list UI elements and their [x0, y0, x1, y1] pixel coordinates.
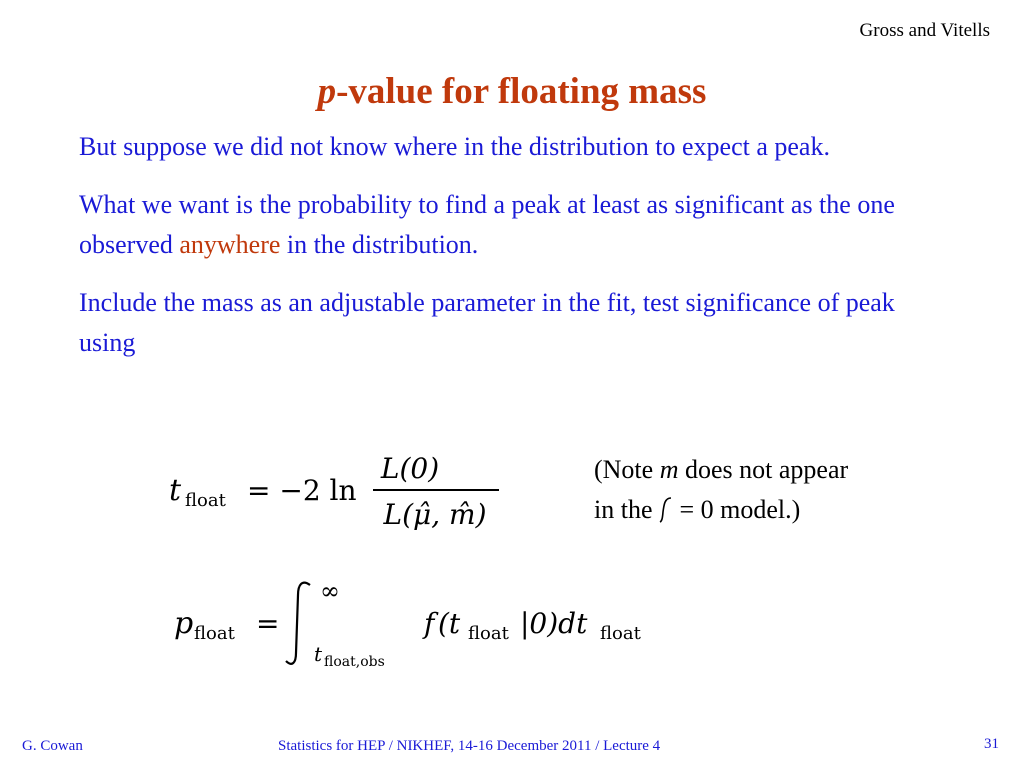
integrand-sub-2: float	[600, 623, 641, 644]
paragraph-2	[79, 185, 949, 265]
numerator: L(0)	[380, 452, 440, 485]
body-text	[79, 127, 949, 381]
denominator: L(μ̂, m̂)	[383, 498, 487, 531]
emphasis-anywhere: anywhere	[179, 230, 281, 259]
note	[594, 450, 848, 530]
equals-minus-two-ln: = −2 ln	[247, 474, 357, 507]
lower-limit-sub: float,obs	[324, 654, 385, 670]
equals: =	[256, 607, 280, 640]
page-number: 31	[984, 736, 999, 752]
integrand-f: f	[424, 607, 435, 640]
note-m: m	[659, 455, 679, 484]
t-float-sub: float	[185, 490, 226, 511]
mu-symbol-icon	[659, 496, 673, 524]
p-float-sub: float	[194, 623, 235, 644]
note-line-1: (Note m does not appear	[594, 455, 849, 484]
attribution: Gross and Vitells	[859, 20, 990, 41]
integrand-sub: float	[468, 623, 509, 644]
t-float-var: t	[169, 473, 182, 508]
upper-limit: ∞	[320, 577, 340, 605]
note-line-2: in the = 0 model.)	[594, 495, 801, 524]
paragraph-1: But suppose we did not know where in the distribution to expect a peak.	[79, 132, 830, 161]
lower-limit-var: t	[314, 642, 323, 666]
title-rest: -value for floating mass	[336, 71, 707, 112]
integrand-cond: |0)dt	[520, 607, 588, 640]
footer-course: Statistics for HEP / NIKHEF, 14-16 December 2011 / Lecture 4	[278, 738, 661, 754]
integral-sign-icon	[286, 583, 310, 664]
formula-t-float	[165, 440, 515, 540]
title-p: p	[317, 71, 337, 112]
p-float-var: p	[174, 606, 194, 641]
formula-p-float	[170, 575, 670, 675]
paragraph-3: Include the mass as an adjustable parameter in the fit, test significance of peak using	[79, 288, 895, 357]
integrand-open: (t	[438, 607, 461, 640]
footer-author: G. Cowan	[22, 738, 83, 754]
paragraph-2-text: What we want is the probability to find a peak at least as significant as the one observed	[79, 190, 895, 259]
paragraph-2-tail: in the distribution.	[280, 230, 479, 259]
slide-title	[0, 70, 1024, 114]
